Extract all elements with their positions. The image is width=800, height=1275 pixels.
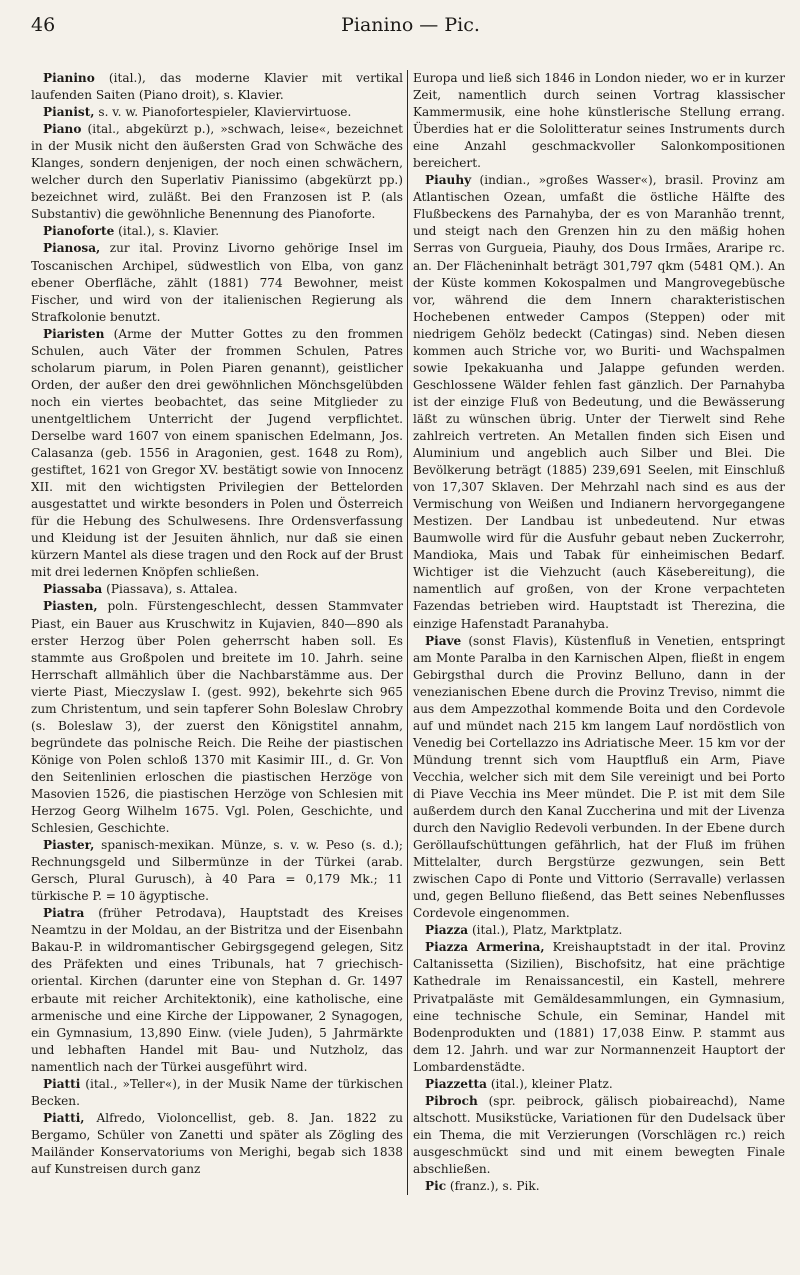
entry-text: (ital., »Teller«), in der Musik Name der türkischen Becken. [31, 1076, 403, 1108]
entry-text: (spr. peibrock, gälisch piobaireachd), Name altschott. Musikstücke, Variationen für den Dudelsack über ein Thema, die mit Verzierungen (Vorschlägen rc.) reich ausgeschmückt sind und mit einem bewegten Finale abschließen. [413, 1093, 785, 1176]
entry-text: (Arme der Mutter Gottes zu den frommen Schulen, auch Väter der frommen Schulen, Patres scholarum piarum, in Polen Piaren genannt), geistlicher Orden, der außer den drei gewöhnlichen Mönchsgelübden noch ein viertes beobachtet, das seine Mitglieder zu unentgeltlichem Unterricht der Jugend verpflichtet. Derselbe ward 1607 von einem spanischen Edelmann, Jos. Calasanza (geb. 1556 in Aragonien, gest. 1648 zu Rom), gestiftet, 1621 von Gregor XV. bestätigt sowie von Innocenz XII. mit den wichtigsten Privilegien der Bettelorden ausgestattet und wirkte besonders in Polen und Österreich für die Hebung des Schulwesens. Ihre Ordensverfassung und Kleidung ist der Jesuiten ähnlich, nur daß sie einen kürzern Mantel als diese tragen und den Rock auf der Brust mit drei ledernen Knöpfen schließen. [31, 326, 403, 580]
page-header [31, 10, 790, 40]
dictionary-entry [413, 633, 785, 923]
entry-headword: Piatti [43, 1076, 81, 1091]
entry-text: s. v. w. Pianofortespieler, Klaviervirtuose. [94, 105, 352, 120]
dictionary-entry [31, 223, 403, 240]
entry-headword: Piano [43, 122, 82, 137]
entry-text: poln. Fürstengeschlecht, dessen Stammvater Piast, ein Bauer aus Kruschwitz in Kujavien, 840—890 als erster Herzog über Polen geherrscht haben soll. Es stammte aus Großpolen und breitete im 10. Jahrh. seine Herrschaft allmählich über die Nachbarstämme aus. Der vierte Piast, Mieczyslaw I. (gest. 992), bekehrte sich 965 zum Christentum, und sein tapferer Sohn Boleslaw Chrobry (s. Boleslaw 3), der zuerst den Königstitel annahm, begründete das polnische Reich. Die Reihe der piastischen Könige von Polen schloß 1370 mit Kasimir III., d. Gr. Von den Seitenlinien erloschen die piastischen Herzöge von Masovien 1526, die piastischen Herzöge von Schlesien mit Herzog Georg Wilhelm 1675. Vgl. Polen, Geschichte, und Schlesien, Geschichte. [31, 599, 403, 836]
entry-headword: Pianist, [43, 105, 95, 120]
dictionary-entry [413, 1178, 785, 1195]
entry-headword: Piazza Armerina, [425, 940, 545, 955]
entry-headword: Piazzetta [425, 1076, 487, 1091]
dictionary-entry [31, 121, 403, 223]
dictionary-entry [31, 1076, 403, 1110]
entry-headword: Piauhy [425, 173, 472, 188]
dictionary-entry [31, 70, 403, 104]
entry-text: (franz.), s. Pik. [446, 1179, 540, 1194]
entry-headword: Piassaba [43, 582, 103, 597]
entry-text: (indian., »großes Wasser«), brasil. Provinz am Atlantischen Ozean, umfaßt die östliche Hälfte des Flußbeckens des Parnahyba, der es von Maranhão trennt, und steigt nach den Grenzen hin zu den mäßig hohen Serras von Gurgueia, Piauhy, dos Dous Irmães, Araripe rc. an. Der Flächeninhalt beträgt 301,797 qkm (5481 QM.). An der Küste kommen Kokospalmen und Mangrovegebüsche vor, während die dem Innern charakteristischen Hochebenen entweder Campos (Steppen) oder mit niedrigem Gehölz bedeckt (Catingas) sind. Neben diesen kommen auch Striche vor, wo Buriti- und Wachspalmen sowie Ipekakuanha und Jalappe gefunden werden. Geschlossene Wälder fehlen fast gänzlich. Der Parnahyba ist der einzige Fluß von Bedeutung, und die Bewässerung läßt zu wünschen übrig. Unter der Tierwelt sind Rehe zahlreich vertreten. An Metallen finden sich Eisen und Aluminium und angeblich auch Silber und Blei. Die Bevölkerung beträgt (1885) 239,691 Seelen, mit Einschluß von 17,307 Sklaven. Der Mehrzahl nach sind es aus der Vermischung von Weißen und Indianern hervorgegangene Mestizen. Der Landbau ist unbedeutend. Nur etwas Baumwolle wird für die Ausfuhr gebaut neben Zuckerrohr, Mandioka, Mais und Tabak für einheimischen Bedarf. Wichtiger ist die Viehzucht (auch Käsebereitung), die namentlich auf großen, von der Krone verpachteten Fazendas betrieben wird. Hauptstadt ist Therezina, die einzige Hafenstadt Paranahyba. [413, 173, 785, 631]
entry-text: (ital.), s. Klavier. [114, 224, 220, 239]
dictionary-entry [413, 1076, 785, 1093]
entry-text: (ital.), Platz, Marktplatz. [468, 923, 623, 938]
entry-text: Kreishauptstadt in der ital. Provinz Caltanissetta (Sizilien), Bischofsitz, hat eine prächtige Kathedrale im Renaissancestil, ein Kastell, mehrere Privatpaläste mit Gemäldesammlungen, ein Gymnasium, eine technische Schule, ein Seminar, Handel mit Bodenprodukten und (1881) 17,038 Einw. P. stammt aus dem 12. Jahrh. und war zur Normannenzeit Hauptort der Lombardenstädte. [413, 940, 785, 1074]
entry-text: (sonst Flavis), Küstenfluß in Venetien, entspringt am Monte Paralba in den Karnischen Alpen, fließt in engem Gebirgsthal durch die Provinz Belluno, dann in der venezianischen Ebene durch die Provinz Treviso, nimmt die aus dem Ampezzothal kommende Boita und den Cordevole auf und mündet nach 215 km langem Lauf nordöstlich von Venedig bei Cortellazzo ins Adriatische Meer. 15 km vor der Mündung trennt sich vom Hauptfluß ein Arm, Piave Vecchia, welcher sich mit dem Sile vereinigt und bei Porto di Piave Vecchia ins Meer mündet. Die P. ist mit dem Sile außerdem durch den Kanal Zuccherina und mit der Livenza durch den Naviglio Redevoli verbunden. In der Ebene durch Geröllaufschüttungen gefährlich, hat der Fluß im frühen Mittelalter, durch Bergstürze gezwungen, sein Bett zwischen Capo di Ponte und Vittorio (Serravalle) verlassen und, gegen Belluno fließend, das Bett seines Nebenflusses Cordevole eingenommen. [413, 633, 785, 921]
entry-text: spanisch-mexikan. Münze, s. v. w. Peso (s. d.); Rechnungsgeld und Silbermünze in der Türkei (arab. Gersch, Plural Gurusch), à 40 Para = 0,179 Mk.; 11 türkische P. = 10 ägyptische. [31, 838, 403, 904]
entry-text: (ital., abgekürzt p.), »schwach, leise«, bezeichnet in der Musik nicht den äußersten Grad von Schwäche des Klanges, sondern denjenigen, der noch einen schwächern, welcher durch den Superlativ Pianissimo (abgekürzt pp.) bezeichnet wird, zuläßt. Bei den Franzosen ist P. (als Substantiv) die gewöhnliche Benennung des Pianoforte. [31, 122, 403, 222]
dictionary-entry [413, 922, 785, 939]
entry-headword: Piave [425, 633, 462, 648]
dictionary-entry [413, 70, 785, 172]
page-number: 46 [31, 14, 56, 36]
dictionary-entry [31, 326, 403, 582]
dictionary-entry [31, 837, 403, 905]
running-head: Pianino — Pic. [341, 14, 480, 36]
dictionary-entry [413, 172, 785, 632]
entry-headword: Pianosa, [43, 241, 101, 256]
entry-headword: Pic [425, 1179, 447, 1194]
entry-text: Alfredo, Violoncellist, geb. 8. Jan. 1822 zu Bergamo, Schüler von Zanetti und später als Zögling des Mailänder Konservatoriums von Merighi, begab sich 1838 auf Kunstreisen durch ganz [31, 1110, 403, 1176]
text-columns [31, 70, 790, 1195]
left-column [31, 70, 407, 1195]
entry-text: (Piassava), s. Attalea. [102, 582, 238, 597]
entry-headword: Piatra [43, 906, 85, 921]
entry-headword: Piaristen [43, 326, 105, 341]
entry-text: (früher Petrodava), Hauptstadt des Kreises Neamtzu in der Moldau, an der Bistritza und der Eisenbahn Bakau-P. in wildromantischer Gebirgsgegend gelegen, Sitz des Präfekten und eines Tribunals, hat 7 griechisch-oriental. Kirchen (darunter eine von Stephan d. Gr. 1497 erbaute mit reicher Architektonik), eine katholische, eine armenische und eine Kirche der Lippowaner, 2 Synagogen, ein Gymnasium, 13,890 Einw. (viele Juden), 5 Jahrmärkte und lebhaften Handel mit Bau- und Nutzholz, das namentlich nach der Türkei ausgeführt wird. [31, 906, 403, 1074]
entry-headword: Piaster, [43, 838, 95, 853]
dictionary-entry [413, 939, 785, 1075]
dictionary-entry [31, 240, 403, 325]
entry-headword: Pianino [43, 71, 95, 85]
dictionary-entry [31, 598, 403, 837]
entry-text: (ital.), kleiner Platz. [486, 1076, 613, 1091]
dictionary-entry [31, 581, 403, 598]
right-column [407, 70, 785, 1195]
entry-text: (ital.), das moderne Klavier mit vertikal laufenden Saiten (Piano droit), s. Klavier. [31, 71, 403, 103]
entry-text: zur ital. Provinz Livorno gehörige Insel im Toscanischen Archipel, südwestlich von Elba, von ganz ebener Oberfläche, zählt (1881) 774 Bewohner, meist Fischer, und wird von der italienischen Regierung als Strafkolonie benutzt. [31, 241, 403, 324]
entry-headword: Pibroch [425, 1093, 478, 1108]
entry-text: Europa und ließ sich 1846 in London nieder, wo er in kurzer Zeit, namentlich durch seinen Vortrag klassischer Kammermusik, eine hohe künstlerische Stellung errang. Überdies hat er die Sololitteratur seines Instruments durch eine Anzahl geschmackvoller Salonkompositionen bereichert. [413, 71, 785, 171]
dictionary-entry [31, 104, 403, 121]
dictionary-entry [31, 1110, 403, 1178]
entry-headword: Piatti, [43, 1110, 85, 1125]
entry-headword: Piasten, [43, 599, 98, 614]
entry-headword: Pianoforte [43, 224, 115, 239]
dictionary-entry [413, 1093, 785, 1178]
entry-headword: Piazza [425, 923, 469, 938]
dictionary-entry [31, 905, 403, 1075]
